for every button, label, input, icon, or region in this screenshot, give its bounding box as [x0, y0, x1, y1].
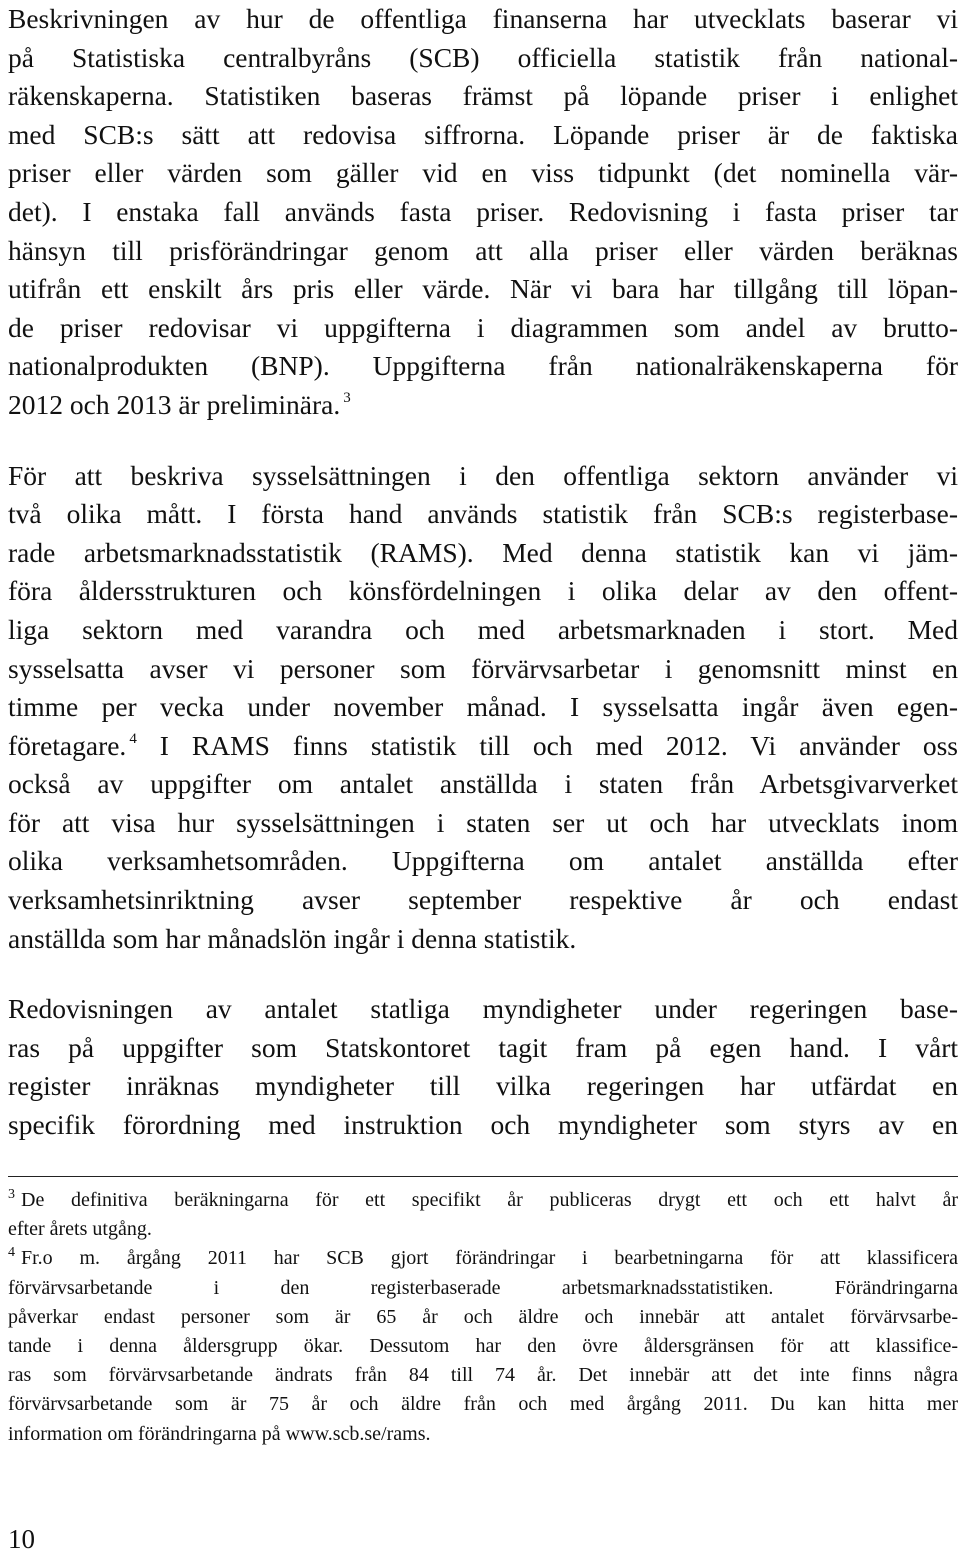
- line-text: på Statistiska centralbyråns (SCB) officiella statistik från national-: [8, 41, 958, 73]
- line-text: För att beskriva sysselsättningen i den offentliga sektorn använder vi: [8, 459, 958, 491]
- text-line: [8, 1067, 958, 1106]
- text-line: [8, 193, 958, 232]
- footnote-line: [8, 1215, 958, 1244]
- line-text: Fr.o m. årgång 2011 har SCB gjort förändringar i bearbetningarna för att klassificera: [21, 1247, 958, 1270]
- text-line: [8, 688, 958, 727]
- footnote-line: [8, 1274, 958, 1303]
- text-line: [8, 39, 958, 78]
- footnote-line: [8, 1332, 958, 1361]
- text-line: [8, 727, 958, 766]
- footnote-line: [8, 1420, 958, 1449]
- document-page: [8, 0, 958, 1145]
- line-text: det). I enstaka fall används fasta priser. Redovisning i fasta priser tar: [8, 195, 958, 227]
- line-text: tande i denna åldersgrupp ökar. Dessutom har den övre åldersgränsen för att klassifice-: [8, 1334, 958, 1357]
- line-text: också av uppgifter om antalet anställda i staten från Arbetsgivarverket: [8, 768, 958, 800]
- line-text: hänsyn till prisförändringar genom att alla priser eller värden beräknas: [8, 234, 958, 266]
- text-line: [8, 611, 958, 650]
- line-text: ras som förvärvsarbetande ändrats från 84 till 74 år. Det innebär att det inte finns några: [8, 1364, 958, 1387]
- text-line: [8, 804, 958, 843]
- paragraph: [8, 0, 958, 425]
- line-text: Beskrivningen av hur de offentliga finanserna har utvecklats baserar vi: [8, 3, 958, 34]
- footnote-line: [8, 1244, 958, 1273]
- line-text: information om förändringarna på www.scb.se/rams.: [8, 1422, 431, 1445]
- paragraph: [8, 457, 958, 959]
- line-text: föra åldersstrukturen och könsfördelningen i olika delar av den offent-: [8, 575, 958, 607]
- footnotes: [8, 1186, 958, 1449]
- footnote-line: [8, 1186, 958, 1215]
- body-text: [8, 0, 958, 1145]
- footnote-reference: 3: [343, 389, 351, 406]
- line-text: liga sektorn med varandra och med arbetsmarknaden i stort. Med: [8, 613, 958, 645]
- text-line: [8, 154, 958, 193]
- line-text: anställda som har månadslön ingår i denna statistik.: [8, 922, 577, 954]
- line-text: nationalprodukten (BNP). Uppgifterna från nationalräkenskaperna för: [8, 350, 958, 382]
- text-line: [8, 77, 958, 116]
- footnote-number: 3: [8, 1187, 15, 1202]
- footnote: [8, 1186, 958, 1244]
- line-text: timme per vecka under november månad. I sysselsatta ingår även egen-: [8, 691, 958, 723]
- text-line: [8, 0, 958, 39]
- text-line: [8, 386, 958, 425]
- line-text: Redovisningen av antalet statliga myndigheter under regeringen base-: [8, 993, 958, 1025]
- text-line: [8, 495, 958, 534]
- line-text: företagare.: [8, 729, 127, 761]
- text-line: [8, 347, 958, 386]
- line-text: med SCB:s sätt att redovisa siffrorna. Löpande priser är de faktiska: [8, 118, 958, 150]
- line-text: 2012 och 2013 är preliminära.: [8, 388, 341, 420]
- footnote-number: 4: [8, 1245, 15, 1261]
- text-line: [8, 534, 958, 573]
- text-line: [8, 990, 958, 1029]
- line-text: ras på uppgifter som Statskontoret tagit fram på egen hand. I vårt: [8, 1031, 958, 1063]
- line-text: för att visa hur sysselsättningen i staten ser ut och har utvecklats inom: [8, 806, 958, 838]
- footnote-line: [8, 1303, 958, 1332]
- text-line: [8, 765, 958, 804]
- text-line: [8, 457, 958, 496]
- text-line: [8, 1029, 958, 1068]
- line-text: priser eller värden som gäller vid en viss tidpunkt (det nominella vär-: [8, 157, 958, 189]
- text-line: [8, 650, 958, 689]
- text-line: [8, 920, 958, 959]
- paragraph: [8, 990, 958, 1144]
- line-text: register inräknas myndigheter till vilka regeringen har utfärdat en: [8, 1070, 958, 1102]
- page-number: 10: [8, 1524, 35, 1554]
- text-line: [8, 1106, 958, 1145]
- line-text: räkenskaperna. Statistiken baseras främst på löpande priser i enlighet: [8, 80, 958, 112]
- text-line: [8, 309, 958, 348]
- text-line: [8, 572, 958, 611]
- line-text: De definitiva beräkningarna för ett specifikt år publiceras drygt ett och ett halvt år: [21, 1189, 958, 1211]
- line-text: påverkar endast personer som är 65 år och äldre och innebär att antalet förvärvsarbe-: [8, 1305, 958, 1328]
- line-text: verksamhetsinriktning avser september respektive år och endast: [8, 884, 958, 916]
- line-text: rade arbetsmarknadsstatistik (RAMS). Med denna statistik kan vi jäm-: [8, 536, 958, 568]
- footnote: [8, 1244, 958, 1448]
- footnote-line: [8, 1390, 958, 1419]
- line-text: specifik förordning med instruktion och myndigheter som styrs av en: [8, 1109, 958, 1141]
- footnote-line: [8, 1361, 958, 1390]
- text-line: [8, 881, 958, 920]
- text-line: [8, 116, 958, 155]
- line-text: två olika mått. I första hand används statistik från SCB:s registerbase-: [8, 498, 958, 530]
- line-text: förvärvsarbetande som är 75 år och äldre från och med årgång 2011. Du kan hitta mer: [8, 1393, 958, 1416]
- line-text: de priser redovisar vi uppgifterna i diagrammen som andel av brutto-: [8, 311, 958, 343]
- text-line: [8, 232, 958, 271]
- line-text-continued: I RAMS finns statistik till och med 2012. Vi använder oss: [136, 729, 958, 761]
- text-line: [8, 842, 958, 881]
- line-text: efter årets utgång.: [8, 1218, 152, 1241]
- text-line: [8, 270, 958, 309]
- line-text: utifrån ett enskilt års pris eller värde. När vi bara har tillgång till löpan-: [8, 273, 958, 305]
- line-text: sysselsatta avser vi personer som förvärvsarbetar i genomsnitt minst en: [8, 652, 958, 684]
- line-text: förvärvsarbetande i den registerbaserade arbetsmarknadsstatistiken. Förändringarna: [8, 1276, 958, 1299]
- footnote-separator: [8, 1176, 958, 1177]
- footnote-reference: 4: [129, 730, 137, 747]
- line-text: olika verksamhetsområden. Uppgifterna om antalet anställda efter: [8, 845, 958, 877]
